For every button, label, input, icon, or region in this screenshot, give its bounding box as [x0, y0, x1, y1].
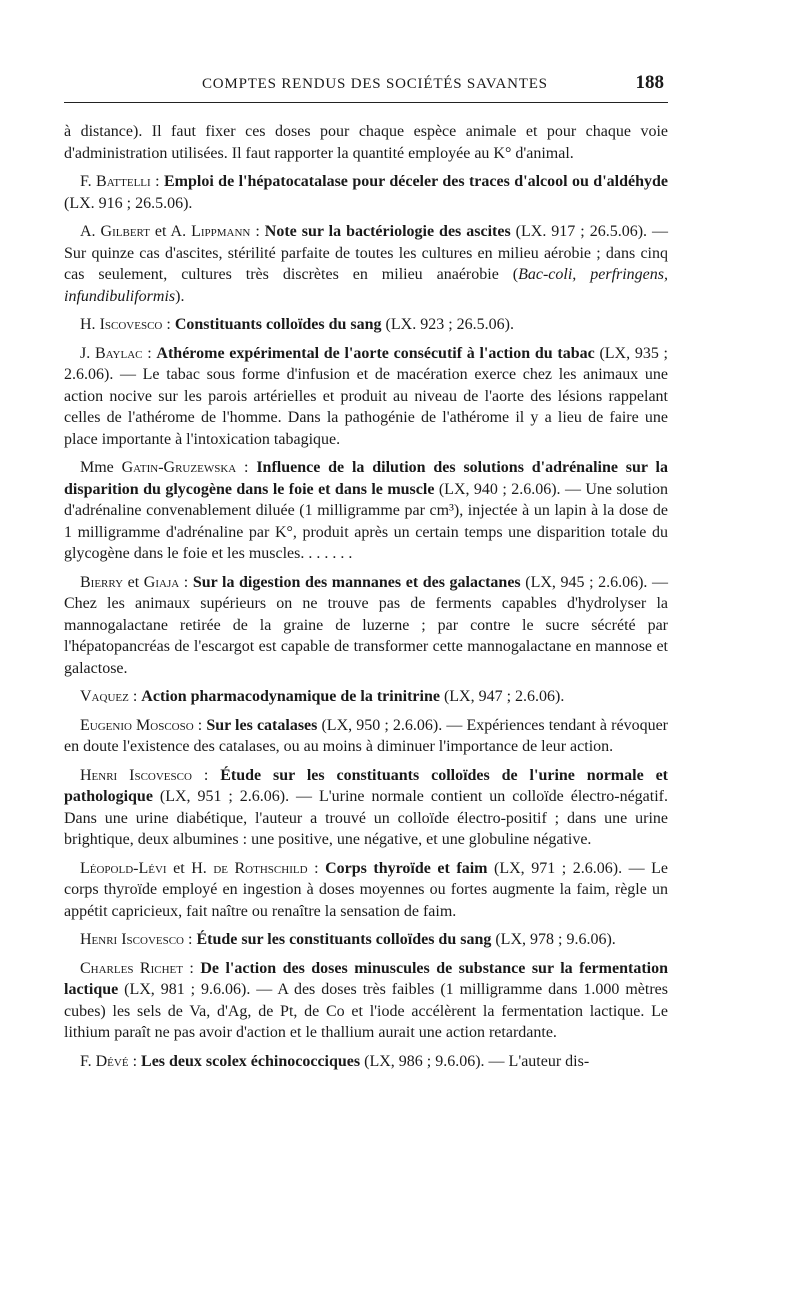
- entry-iscovesco-urine: [64, 765, 668, 851]
- entry-separator: :: [191, 766, 221, 784]
- entry-separator: :: [128, 1052, 142, 1070]
- entry-vaquez: [64, 686, 668, 708]
- page-number: 188: [635, 72, 664, 93]
- entry-author: Iscovesco: [99, 316, 163, 333]
- entry-reference: (LX, 986 ; 9.6.06).: [360, 1052, 485, 1070]
- entry-reference: (LX, 935 ; 2.6.06).: [64, 344, 669, 383]
- entry-author: Vaquez: [80, 688, 129, 705]
- entry-separator: :: [307, 859, 326, 877]
- entry-deve: [64, 1051, 668, 1073]
- entry-author: Henri Iscovesco: [80, 931, 185, 948]
- entry-title: Action pharmacodynamique de la trinitrine: [141, 688, 440, 705]
- entry-prefix: J.: [80, 344, 95, 362]
- entry-moscoso: [64, 715, 668, 758]
- entry-separator: :: [179, 573, 193, 591]
- entry-author: Baylac: [94, 344, 143, 362]
- entry-conjunction: et: [123, 573, 144, 591]
- entry-author: Battelli: [96, 173, 151, 190]
- entry-levi-rothschild: [64, 858, 668, 923]
- entry-separator: :: [193, 716, 207, 734]
- entry-title: Constituants colloïdes du sang: [174, 316, 382, 333]
- entry-author-2: Lippmann: [191, 223, 251, 240]
- entry-separator: :: [128, 688, 142, 705]
- entry-separator: :: [250, 223, 265, 240]
- entry-body: — Sur quinze cas d'ascites, stérilité parfaite de toutes les cultures en milieu aérobie ; dans cinq cas seulement, cultures très discrètes en milieu anaérobie (: [64, 223, 669, 283]
- entry-title: De l'action des doses minuscules de substance sur la fermentation lactique: [64, 959, 668, 998]
- entry-author: Bierry: [80, 573, 124, 591]
- entry-continuation: [64, 121, 668, 164]
- entry-body-end: ).: [175, 287, 185, 305]
- entry-iscovesco-sang-2: [64, 929, 668, 951]
- entry-richet: [64, 958, 668, 1044]
- entry-body: — Le tabac sous forme d'infusion et de macération exerce chez les animaux une action nocive sur les parois artérielles et produit au niveau de l'aorte des lésions rappelant celles de l'athérome de l'homme. Dans la pathogénie de l'athérome il y a lieu de faire une place importante à l'intoxication tabagique.: [64, 366, 668, 448]
- entry-reference: (LX, 971 ; 2.6.06).: [487, 859, 623, 877]
- entry-gilbert-lippmann: [64, 221, 668, 307]
- entry-reference: (LX. 923 ; 26.5.06).: [381, 316, 514, 333]
- entry-separator: :: [236, 459, 257, 476]
- entry-separator: :: [184, 931, 197, 948]
- entry-author: Léopold-Lévi: [80, 859, 167, 877]
- journal-page: [64, 72, 668, 1079]
- entry-reference: (LX, 978 ; 9.6.06).: [491, 931, 616, 948]
- entry-reference: (LX. 917 ; 26.5.06).: [510, 223, 648, 240]
- entry-prefix: Mme: [80, 459, 122, 476]
- entry-reference: (LX, 951 ; 2.6.06).: [152, 788, 290, 805]
- entry-gatin-gruzewska: [64, 457, 668, 565]
- entry-author: Dévé: [95, 1052, 129, 1070]
- entry-title: Emploi de l'hépatocatalase pour déceler des traces d'alcool ou d'aldéhyde: [163, 173, 668, 190]
- entry-body: — A des doses très faibles (1 milligramme dans 1.000 mètres cubes) les sels de Va, d'Ag, de Pt, de Co et l'iode accélèrent la fermentation lactique. Le lithium paraît ne pas avoir d'action et le thallium aurait une action retardante.: [64, 981, 668, 1041]
- entry-prefix: A.: [80, 223, 101, 240]
- entry-title: Corps thyroïde et faim: [325, 859, 488, 877]
- page-header: [64, 72, 668, 103]
- entry-title: Influence de la dilution des solutions d'adrénaline sur la disparition du glycogène dans le foie et dans le muscle: [64, 459, 668, 498]
- entry-separator: :: [162, 316, 175, 333]
- entry-body: — Une solution d'adrénaline convenablement diluée (1 milligramme par cm³), injectée à un lapin à la dose de 1 milligramme d'adrénaline par K°, produit après un certain temps une disparition totale du glycogène dans le foie et les muscles. . . . . . .: [64, 480, 668, 562]
- entry-body: — L'auteur dis-: [484, 1052, 590, 1070]
- entry-author: Eugenio Moscoso: [80, 716, 194, 734]
- entry-title: Les deux scolex échinococciques: [141, 1052, 361, 1070]
- entry-body: — Le corps thyroïde employé en ingestion à doses moyennes ou fortes augmente la faim, règle un appétit capricieux, fait naître ou renaître la sensation de faim.: [64, 859, 669, 920]
- running-title: COMPTES RENDUS DES SOCIÉTÉS SAVANTES: [202, 76, 548, 92]
- entry-separator: :: [182, 959, 201, 977]
- entry-author-2: Giaja: [143, 573, 180, 591]
- entry-author: Gilbert: [100, 223, 150, 240]
- entry-author: Charles Richet: [80, 959, 183, 977]
- entry-body-italic: Bac-coli, perfringens, infundibuliformis: [64, 266, 669, 305]
- entry-bierry-giaja: [64, 572, 668, 680]
- entry-reference: (LX, 981 ; 9.6.06).: [118, 981, 251, 998]
- entry-prefix: H.: [80, 316, 100, 333]
- entry-prefix: F.: [80, 173, 97, 190]
- entry-baylac: [64, 343, 668, 451]
- entry-reference: (LX. 916 ; 26.5.06).: [64, 194, 193, 212]
- entry-body: — Expériences tendant à révoquer en doute l'existence des catalases, ou au moins à diminuer l'importance de leur action.: [64, 716, 669, 755]
- entry-title: Athérome expérimental de l'aorte consécutif à l'action du tabac: [156, 344, 595, 362]
- entry-separator: :: [142, 344, 157, 362]
- entry-title: Note sur la bactériologie des ascites: [264, 223, 511, 240]
- entry-iscovesco-sang: [64, 314, 668, 336]
- entry-title: Sur la digestion des mannanes et des galactanes: [192, 573, 521, 591]
- entry-prefix: F.: [80, 1052, 96, 1070]
- entry-title: Étude sur les constituants colloïdes de l'urine normale et pathologique: [64, 766, 669, 805]
- entry-title: Sur les catalases: [206, 716, 318, 734]
- entry-reference: (LX, 940 ; 2.6.06).: [434, 480, 561, 498]
- entry-battelli: [64, 171, 668, 214]
- entry-body: — Chez les animaux supérieurs on ne trouve pas de ferments capables d'hydrolyser la mannogalactane retirée de la graine de luzerne ; par contre le sucre sécrété par l'hépatopancréas de l'escargot est capable de transformer cette mannogalactane en mannose et galactose.: [64, 573, 669, 677]
- entry-title: Étude sur les constituants colloïdes du sang: [196, 931, 492, 948]
- entry-reference: (LX, 950 ; 2.6.06).: [317, 716, 443, 734]
- entry-body: — L'urine normale contient un colloïde électro-négatif. Dans une urine diabétique, l'auteur a trouvé un colloïde électro-positif ; dans une urine brightique, deux albumines : une positive, une négative, et une globuline négative.: [64, 788, 668, 848]
- entry-reference: (LX, 945 ; 2.6.06).: [520, 573, 648, 591]
- entry-body: à distance). Il faut fixer ces doses pour chaque espèce animale et pour chaque voie d'administration utilisées. Il faut rapporter la quantité employée au K° d'animal.: [64, 123, 668, 162]
- entry-author: Gatin-Gruzewska: [121, 459, 237, 476]
- entry-conjunction: et A.: [149, 223, 192, 240]
- entry-author-2: de Rothschild: [213, 859, 308, 877]
- entry-conjunction: et H.: [166, 859, 214, 877]
- entry-author: Henri Iscovesco: [80, 766, 192, 784]
- entry-separator: :: [150, 173, 164, 190]
- entry-reference: (LX, 947 ; 2.6.06).: [439, 688, 565, 705]
